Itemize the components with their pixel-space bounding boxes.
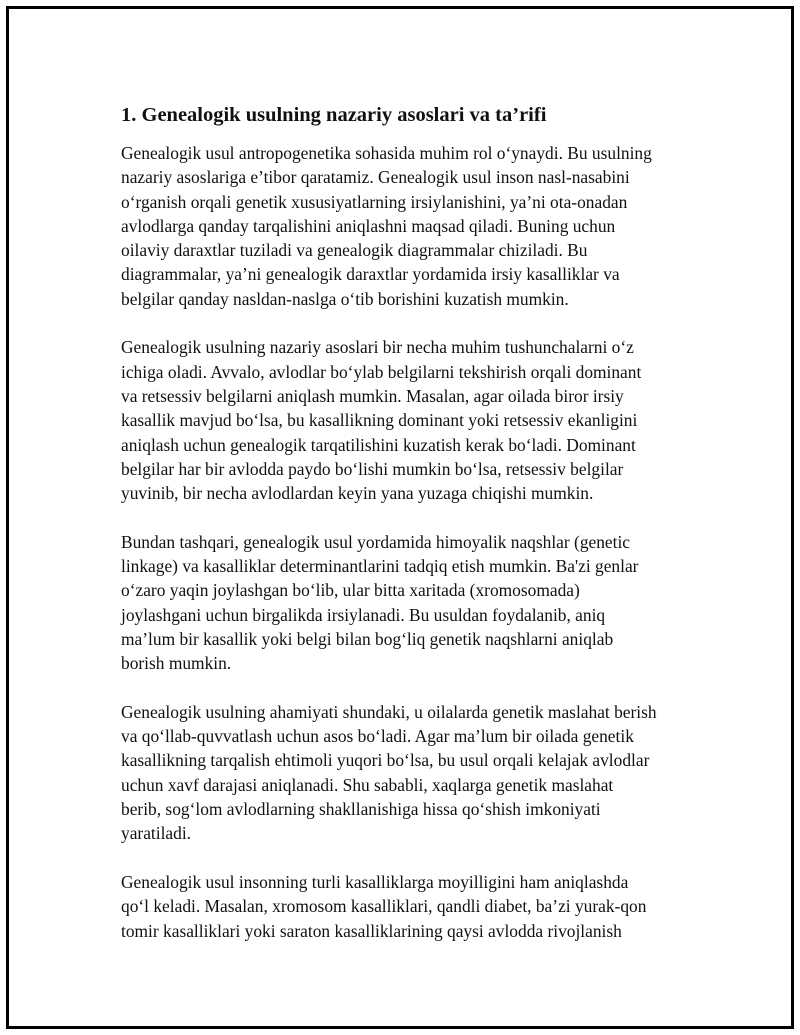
paragraph-line: oilaviy daraxtlar tuziladi va genealogik diagrammalar chiziladi. Bu	[121, 240, 588, 261]
paragraph-line: belgilar har bir avlodda paydo bo‘lishi mumkin bo‘lsa, retsessiv belgilar	[121, 458, 624, 479]
section-heading: 1. Genealogik usulning nazariy asoslari va ta’rifi	[121, 104, 547, 126]
paragraph-line: kasallik mavjud bo‘lsa, bu kasallikning dominant yoki retsessiv ekanligini	[121, 410, 638, 431]
paragraph-line: o‘zaro yaqin joylashgan bo‘lib, ular bitta xaritada (xromosomada)	[121, 580, 580, 601]
paragraph	[121, 870, 691, 943]
paragraph-line: diagrammalar, ya’ni genealogik daraxtlar yordamida irsiy kasalliklar va	[121, 264, 620, 285]
paragraph	[121, 700, 691, 846]
paragraph-line: joylashgani uchun birgalikda irsiylanadi. Bu usuldan foydalanib, aniq	[121, 604, 606, 625]
paragraph-line: yuvinib, bir necha avlodlardan keyin yana yuzaga chiqishi mumkin.	[121, 483, 594, 504]
paragraph-line: aniqlash uchun genealogik tarqatilishini kuzatish kerak bo‘ladi. Dominant	[121, 434, 636, 455]
paragraph	[121, 141, 691, 311]
paragraph-line: Genealogik usulning nazariy asoslari bir necha muhim tushunchalarni o‘z	[121, 337, 634, 358]
paragraph-line: Genealogik usul antropogenetika sohasida muhim rol o‘ynaydi. Bu usulning	[121, 143, 652, 163]
paragraph-line: uchun xavf darajasi aniqlanadi. Shu sababli, xaqlarga genetik maslahat	[121, 774, 614, 795]
paragraph-line: avlodlarga qanday tarqalishini aniqlashni maqsad qiladi. Buning uchun	[121, 215, 616, 236]
paragraph-line: va retsessiv belgilarni aniqlash mumkin. Masalan, agar oilada biror irsiy	[121, 385, 624, 406]
paragraph-line: qo‘l keladi. Masalan, xromosom kasalliklari, qandli diabet, ba’zi yurak-qon	[121, 896, 647, 917]
paragraph	[121, 530, 691, 676]
paragraph-line: nazariy asoslariga e’tibor qaratamiz. Genealogik usul inson nasl-nasabini	[121, 167, 630, 188]
paragraph-line: ma’lum bir kasallik yoki belgi bilan bog‘liq genetik naqshlarni aniqlab	[121, 628, 614, 649]
paragraph-line: belgilar qanday nasldan-naslga o‘tib borishini kuzatish mumkin.	[121, 288, 569, 309]
paragraph-line: o‘rganish orqali genetik xususiyatlarning irsiylanishini, ya’ni ota-onadan	[121, 191, 628, 212]
paragraph-line: yaratiladi.	[121, 823, 192, 844]
document-body	[121, 101, 691, 967]
paragraph	[121, 335, 691, 505]
paragraph-line: linkage) va kasalliklar determinantlarini tadqiq etish mumkin. Ba'zi genlar	[121, 556, 639, 577]
page-frame	[6, 6, 794, 1029]
paragraph-line: borish mumkin.	[121, 653, 232, 674]
paragraph-line: va qo‘llab-quvvatlash uchun asos bo‘ladi. Agar ma’lum bir oilada genetik	[121, 726, 634, 747]
paragraph-line: berib, sog‘lom avlodlarning shakllanishiga hissa qo‘shish imkoniyati	[121, 799, 601, 820]
paragraph-line: kasallikning tarqalish ehtimoli yuqori bo‘lsa, bu usul orqali kelajak avlodlar	[121, 750, 650, 771]
paragraph-line: ichiga oladi. Avvalo, avlodlar bo‘ylab belgilarni tekshirish orqali dominant	[121, 361, 642, 382]
paragraph-line: Genealogik usulning ahamiyati shundaki, u oilalarda genetik maslahat berish	[121, 701, 657, 722]
paragraph-line: Bundan tashqari, genealogik usul yordamida himoyalik naqshlar (genetic	[121, 531, 631, 552]
paragraph-list	[121, 141, 691, 943]
paragraph-line: Genealogik usul insonning turli kasalliklarga moyilligini ham aniqlashda	[121, 871, 629, 892]
paragraph-line: tomir kasalliklari yoki saraton kasalliklarining qaysi avlodda rivojlanish	[121, 920, 622, 941]
